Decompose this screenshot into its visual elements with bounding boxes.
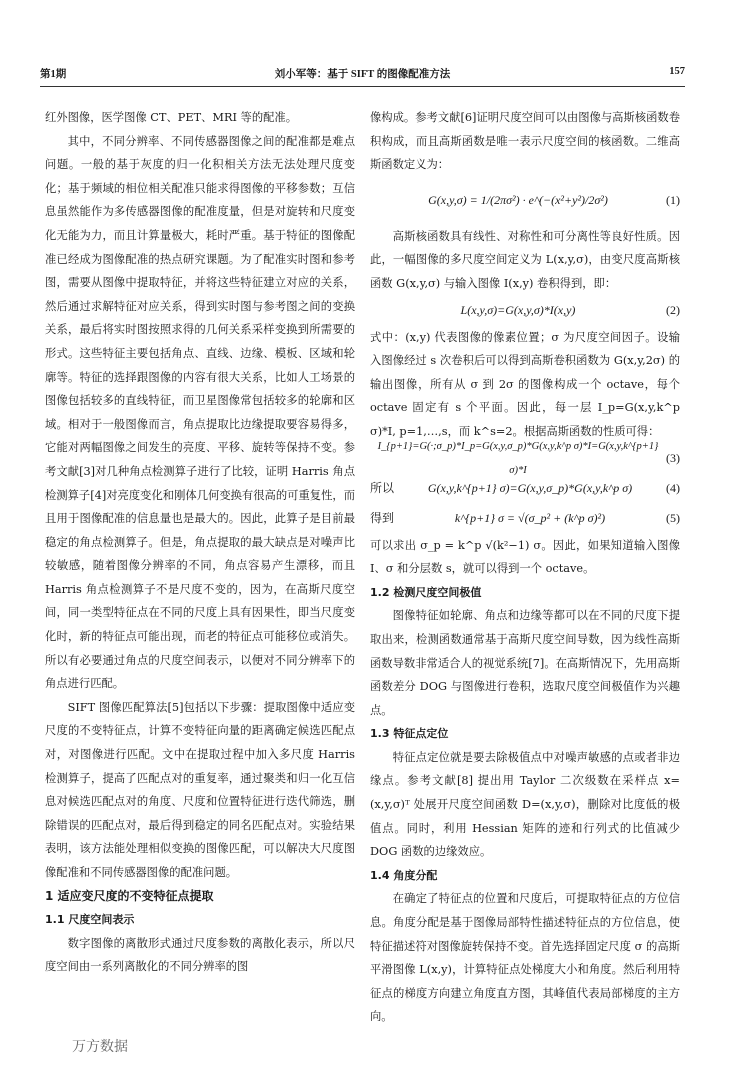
paragraph: SIFT 图像匹配算法[5]包括以下步骤：提取图像中适应变尺度的不变特征点，计算不变特征向量的距离确定候选匹配点对，对图像进行匹配。文中在提取过程中加入多尺度 Harris 检测算子，提高了匹配点对的重复率，通过聚类和归一化互信息对候选匹配点对的角度、尺度和位置特征进行迭代筛选，删除错误的匹配点对，最后得到稳定的同名匹配点对。实验结果表明，该方法能处理相似变换的图像匹配，可以解决大尺度图像配准和不同传感器图像的配准问题。	[45, 700, 355, 879]
paragraph: 在确定了特征点的位置和尺度后，可提取特征点的方位信息。角度分配是基于图像局部特性描述特征点的方位信息，使特征描述符对图像旋转保持不变。首先选择固定尺度 σ 的高斯平滑图像 L(x,y)，计算特征点处梯度大小和角度。然后利用特征点的梯度方向建立角度直方图，其峰值代表局部梯度的主方向。	[370, 892, 680, 1024]
subsection-heading: 1.1 尺度空间表示	[45, 913, 135, 927]
page-header	[40, 62, 685, 84]
header-rule	[40, 86, 685, 87]
left-column	[45, 106, 355, 979]
equation-number: (2)	[666, 302, 680, 317]
right-column	[370, 106, 680, 1029]
equation-lead: 得到	[370, 510, 395, 525]
equation-number: (3)	[666, 450, 680, 465]
equation-2	[370, 296, 680, 326]
paragraph: 特征点定位就是要去除极值点中对噪声敏感的点或者非边缘点。参考文献[8] 提出用 Taylor 二次级数在采样点 x=(x,y,σ)ᵀ 处展开尺度空间函数 D=(x,y,σ)，删除对比度低的极值点。同时，利用 Hessian 矩阵的迹和行列式的比值减少 DOG 函数的边缘效应。	[370, 750, 680, 859]
equation-body: G(x,y,σ) = 1/(2πσ²) · e^(−(x²+y²)/2σ²)	[428, 192, 608, 207]
subsection-heading: 1.4 角度分配	[370, 868, 438, 882]
equation-body: G(x,y,k^{p+1} σ)=G(x,y,σ_p)*G(x,y,k^p σ)	[427, 480, 633, 495]
equation-number: (5)	[666, 510, 680, 525]
equation-3	[370, 440, 680, 476]
section-heading: 1 适应变尺度的不变特征点提取	[45, 888, 214, 903]
equation-number: (4)	[666, 480, 680, 495]
page-number: 157	[669, 66, 685, 77]
watermark-text: 万方数据	[72, 1039, 128, 1055]
equation-number: (1)	[666, 192, 680, 207]
subsection-heading: 1.2 检测尺度空间极值	[370, 585, 482, 599]
paragraph: 数字图像的离散形式通过尺度参数的离散化表示，所以尺度空间由一系列离散化的不同分辨率的图	[45, 936, 355, 974]
running-title: 刘小军等：基于 SIFT 的图像配准方法	[274, 69, 451, 80]
subsection-heading: 1.3 特征点定位	[370, 727, 449, 741]
issue-number: 第1期	[40, 69, 67, 80]
equation-4	[370, 474, 680, 504]
paragraph: 高斯核函数具有线性、对称性和可分离性等良好性质。因此，一幅图像的多尺度空间定义为 L(x,y,σ)，由变尺度高斯核函数 G(x,y,σ) 与输入图像 I(x,y) 卷积得到，即：	[370, 229, 680, 290]
equation-body: k^{p+1} σ = √(σ_p² + (k^p σ)²)	[454, 510, 606, 525]
paragraph: 其中，不同分辨率、不同传感器图像之间的配准都是难点问题。一般的基于灰度的归一化积相关方法无法处理尺度变化；基于频域的相位相关配准只能求得图像的平移参数；互信息虽然能作为多传感器图像的配准度量，但是对旋转和尺度变化无能为力，而且计算量极大，耗时严重。基于特征的图像配准已经成为图像配准的热点研究课题。为了配准实时图和参考图，需要从图像中提取特征，并将这些特征建立对应的关系，然后通过求解特征对应关系，得到实时图与参考图之间的变换关系，最后将实时图按照求得的几何关系采样变换到所需要的形式。这些特征主要包括角点、直线、边缘、模板、区域和轮廓等。特征的选择跟图像的内容有很大关系，比如人工场景的图像包括较多的直线特征，而卫星图像常包括较多的轮廓和区域。相对于一般图像而言，角点提取比边缘提取要容易得多，它能对两幅图像之间发生的亮度、平移、旋转等保持不变。参考文献[3]对几种角点检测算子进行了比较，证明 Harris 角点检测算子[4]对亮度变化和刚体几何变换有很高的可重复性，而且用于图像配准的信息量也是最大的。因此，此算子是目前最稳定的角点检测算子。但是，角点提取的最大缺点是对噪声比较敏感，随着图像分辨率的不同，角点容易产生漂移，而且 Harris 角点检测算子不是尺度不变的，因为，在高斯尺度空间，同一类型特征点在不同的尺度上具有因果性，即当尺度变化时，新的特征点可能出现，而老的特征点可能移位或消失。所以有必要通过角点的尺度空间表示，以便对不同分辨率下的角点进行匹配。	[45, 134, 355, 691]
equation-lead: 所以	[370, 480, 395, 495]
equation-5	[370, 504, 680, 534]
paragraph: 像构成。参考文献[6]证明尺度空间可以由图像与高斯核函数卷积构成，而且高斯函数是唯一表示尺度空间的核函数。二维高斯函数定义为：	[370, 111, 680, 172]
paragraph: 可以求出 σ_p = k^p √(k²−1) σ。因此，如果知道输入图像 I、σ 和分层数 s，就可以得到一个 octave。	[370, 538, 680, 576]
equation-1	[370, 177, 680, 225]
equation-body: I_{p+1}=G(·;σ_p)*I_p=G(x,y,σ_p)*G(x,y,k^p σ)*I=G(x,y,k^{p+1} σ)*I	[377, 440, 659, 476]
equation-body: L(x,y,σ)=G(x,y,σ)*I(x,y)	[460, 302, 576, 317]
paragraph: 图像特征如轮廓、角点和边缘等都可以在不同的尺度下提取出来，检测函数通常基于高斯尺度空间导数，因为线性高斯函数导数非常适合人的视觉系统[7]。在高斯情况下，先用高斯函数差分 DOG 与图像进行卷积，选取尺度空间极值作为兴趣点。	[370, 609, 680, 717]
paragraph: 式中：(x,y) 代表图像的像素位置；σ 为尺度空间因子。设输入图像经过 s 次卷积后可以得到高斯卷积函数为 G(x,y,2σ) 的输出图像，所有从 σ 到 2σ 的图像构成一个 octave，每个 octave 固定有 s 个平面。因此，每一层 I_p=G(x,y,k^p σ)*I, p=1,…,s，而 k^s=2。根据高斯函数的性质可得：	[370, 330, 680, 438]
paragraph: 红外图像，医学图像 CT、PET、MRI 等的配准。	[45, 111, 298, 124]
